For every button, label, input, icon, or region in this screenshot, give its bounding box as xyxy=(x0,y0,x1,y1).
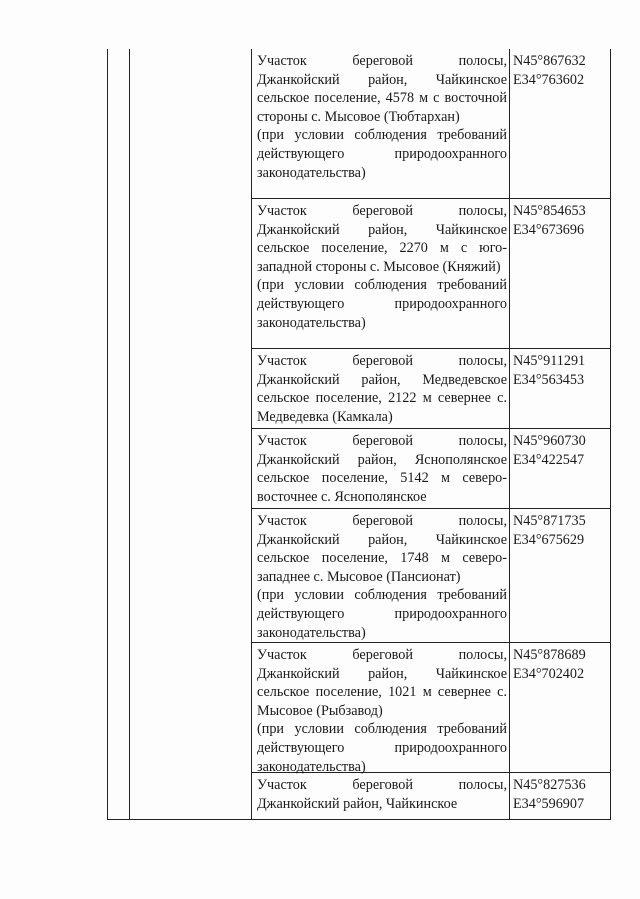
site-condition: (при условии соблюдения требований действующего природоохранного законодательства) xyxy=(257,721,507,775)
table-row xyxy=(251,773,610,819)
table-row xyxy=(251,349,610,429)
latitude: N45°911291 xyxy=(513,353,586,369)
site-description: Участок береговой полосы, Джанкойский район, Чайкинское сельское поселение, 4578 м с восточной стороны с. Мысовое (Тюбтархан) xyxy=(257,53,507,125)
longitude: E34°675629 xyxy=(513,531,585,548)
coordinates-cell xyxy=(513,52,609,89)
table-row xyxy=(251,509,610,643)
coordinates-cell xyxy=(513,352,609,389)
table-row xyxy=(251,643,610,773)
site-description: Участок береговой полосы, Джанкойский район, Чайкинское сельское поселение, 2270 м с юго-западной стороны с. Мысовое (Княжий) xyxy=(257,203,507,275)
latitude: N45°827536 xyxy=(513,777,586,793)
coordinates-cell xyxy=(513,776,609,813)
site-description: Участок береговой полосы, Джанкойский район, Яснополянское сельское поселение, 5142 м северо-восточнее с. Яснополянское xyxy=(257,433,507,505)
latitude: N45°854653 xyxy=(513,203,586,219)
site-description-cell xyxy=(257,432,507,506)
coordinates-cell xyxy=(513,646,609,683)
site-description: Участок береговой полосы, Джанкойский район, Чайкинское сельское поселение, 1748 м северо-западнее с. Мысовое (Пансионат) xyxy=(257,513,507,585)
site-description-cell xyxy=(257,202,507,332)
site-description-cell xyxy=(257,776,507,813)
latitude: N45°960730 xyxy=(513,433,586,449)
site-condition: (при условии соблюдения требований действующего природоохранного законодательства) xyxy=(257,277,507,331)
site-description: Участок береговой полосы, Джанкойский район, Чайкинское сельское поселение, 1021 м севернее с. Мысовое (Рыбзавод) xyxy=(257,647,507,719)
latitude: N45°871735 xyxy=(513,513,586,529)
coordinates-cell xyxy=(513,202,609,239)
site-condition: (при условии соблюдения требований действующего природоохранного законодательства) xyxy=(257,127,507,181)
site-description: Участок береговой полосы, Джанкойский район, Чайкинское xyxy=(257,777,507,812)
longitude: E34°422547 xyxy=(513,451,585,468)
site-condition: (при условии соблюдения требований действующего природоохранного законодательства) xyxy=(257,587,507,641)
site-description-cell xyxy=(257,646,507,776)
latitude: N45°878689 xyxy=(513,647,586,663)
latitude: N45°867632 xyxy=(513,53,586,69)
table-row xyxy=(251,49,610,199)
longitude: E34°673696 xyxy=(513,221,585,238)
table-row xyxy=(251,429,610,509)
site-description: Участок береговой полосы, Джанкойский район, Медведевское сельское поселение, 2122 м севернее с. Медведевка (Камкала) xyxy=(257,353,507,425)
longitude: E34°702402 xyxy=(513,665,585,682)
longitude: E34°596907 xyxy=(513,795,585,812)
coordinates-cell xyxy=(513,512,609,549)
site-description-cell xyxy=(257,52,507,182)
column-divider xyxy=(129,49,130,819)
coordinates-table xyxy=(107,49,611,820)
table-row xyxy=(251,199,610,349)
longitude: E34°763602 xyxy=(513,71,585,88)
site-description-cell xyxy=(257,352,507,426)
longitude: E34°563453 xyxy=(513,371,585,388)
site-description-cell xyxy=(257,512,507,642)
coordinates-cell xyxy=(513,432,609,469)
